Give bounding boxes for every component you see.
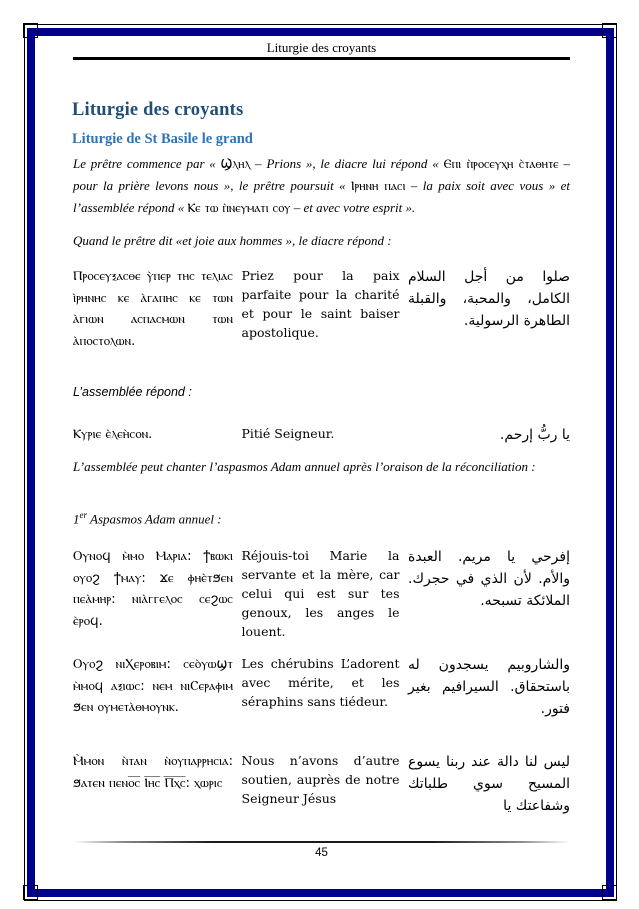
rubric-when-priest: Quand le prêtre dit «et joie aux hommes », le diacre répond : xyxy=(73,233,392,248)
rubric-aspasmos-title xyxy=(73,510,570,527)
intro-coptic-irini-pasi: Ⲓⲣⲏⲛⲏ ⲡⲁⲥⲓ xyxy=(351,178,406,193)
arabic-text: يا ربُّ إرحم. xyxy=(499,427,570,443)
liturgy-row-cherubim xyxy=(73,654,570,720)
rubric-assembly-responds: L’assemblée répond : xyxy=(73,385,192,399)
intro-text-1: Le prêtre commence par « xyxy=(73,156,221,171)
border-corner-ornament-bottom-left xyxy=(23,885,38,900)
french-text: Priez pour la paix parfaite pour la charité et pour le saint baiser apostolique. xyxy=(241,268,400,340)
border-corner-ornament-top-right xyxy=(602,23,617,38)
intro-text-3: – pour la prière levons nous », le prêtre poursuit « xyxy=(73,156,571,193)
arabic-text: والشاروبيم يسجدون له باستحقاق. السيرافيم بغير فتور. xyxy=(408,657,570,717)
footer-rule xyxy=(73,841,570,843)
coptic-text: Ⲟⲩⲛⲟϥ ⲙ̀ⲙⲟ Ⲙⲁⲣⲓⲁ: ϯⲃⲱⲕⲓ ⲟⲩⲟϩ ϯⲙⲁⲩ: ϫⲉ ⲫⲏⲉ̀ⲧϧⲉⲛ ⲡⲉⲁ̀ⲙⲏⲣ: ⲛⲓⲁ̀ⲅⲅⲉⲗⲟⲥ ⲥⲉϩⲱⲥ ⲉ̀ⲣⲟϥ. xyxy=(73,549,233,629)
arabic-text: صلوا من أجل السلام الكامل، والمحبة، والقبلة الطاهرة الرسولية. xyxy=(408,269,570,329)
liturgy-row-mmon-ntan xyxy=(73,751,570,817)
border-corner-ornament-top-left xyxy=(23,23,38,38)
coptic-text: Ⲡⲣⲟⲥⲉⲩⲝⲁⲥⲑⲉ ⲩ̀ⲡⲉⲣ ⲧⲏⲥ ⲧⲉⲗⲓⲁⲥ ⲓ̀ⲣⲏⲛⲏⲥ ⲕⲉ ⲁ̀ⲅⲁⲡⲏⲥ ⲕⲉ ⲧⲱⲛ ⲁ̀ⲅⲓⲱⲛ ⲁⲥⲡⲁⲥⲙⲱⲛ ⲧⲱⲛ ⲁ̀ⲡⲟⲥⲧⲟⲗⲱⲛ. xyxy=(73,269,233,349)
border-corner-ornament-bottom-right xyxy=(602,885,617,900)
french-text: Réjouis-toi Marie la servante et la mère, car celui qui est sur tes genoux, les anges le louent. xyxy=(241,548,400,639)
intro-coptic-shlel: Ϣ̀ⲗⲏⲗ xyxy=(220,156,251,171)
intro-text-4: – la paix soit avec vous » et l’assemblée répond « xyxy=(73,178,570,215)
french-text: Pitié Seigneur. xyxy=(241,426,335,441)
arabic-text: ليس لنا دالة عند ربنا يسوع المسيح سوي طلباتك وشفاعتك يا xyxy=(408,754,570,814)
aspasmos-ordinal-suffix: er xyxy=(79,510,87,520)
page-title: Liturgie des croyants xyxy=(72,100,244,120)
arabic-text: إفرحي يا مريم. العبدة والأم. لأن الذي في حجرك. الملائكة تسبحه. xyxy=(408,549,570,609)
header-rule xyxy=(73,57,570,60)
coptic-text: Ⲙ̀ⲙⲟⲛ ⲛ̀ⲧⲁⲛ ⲛ̀ⲟⲩⲡⲁⲣⲣⲏⲥⲓⲁ: ϧⲁⲧⲉⲛ ⲡⲉⲛⲟ̅ⲥ̅ Ⲓ̅ⲏ̅ⲥ̅ Ⲡ̅ⲭ̅ⲥ̅: ⲭⲱⲣⲓⲥ xyxy=(73,754,233,791)
coptic-text: Ⲕⲩⲣⲓⲉ ⲉ̀ⲗⲉⲏ̀ⲥⲟⲛ. xyxy=(73,427,153,442)
running-header: Liturgie des croyants xyxy=(266,40,377,55)
intro-coptic-ke-to-pnevmati: Ⲕⲉ ⲧⲱ ⲡ̀ⲛⲉⲩⲙⲁⲧⲓ ⲥⲟⲩ xyxy=(187,200,291,215)
page-number: 45 xyxy=(315,847,328,859)
liturgy-row-kyrie-eleison xyxy=(73,424,570,446)
intro-text-2: – Prions », le diacre lui répond « xyxy=(250,156,444,171)
rubric-assembly-chant: L’assemblée peut chanter l’aspasmos Adam annuel après l’oraison de la réconciliation : xyxy=(73,459,536,474)
coptic-text: Ⲟⲩⲟϩ ⲛⲓⲬⲉⲣⲟⲃⲓⲙ: ⲥⲉⲟ̀ⲩⲱϣⲧ ⲙ̀ⲙⲟϥ ⲁⲝⲓⲱⲥ: ⲛⲉⲙ ⲛⲓⲤⲉⲣⲁⲫⲓⲙ ϧⲉⲛ ⲟⲩⲙⲉⲧⲁ̀ⲑⲙⲟⲩⲛⲕ. xyxy=(73,657,233,715)
french-text: Nous n’avons d’autre soutien, auprès de notre Seigneur Jésus xyxy=(241,753,400,806)
intro-text-5: – et avec votre esprit ». xyxy=(290,200,416,215)
aspasmos-label: Aspasmos Adam annuel : xyxy=(87,511,222,527)
intro-coptic-epi-prosevki: Ⲉⲡⲓ ⲡ̀ⲣⲟⲥⲉⲩⲭⲏ ⲥ̀ⲧⲁⲑⲏⲧⲉ xyxy=(443,156,559,171)
liturgy-row-proseuxasthe xyxy=(73,266,570,352)
liturgy-row-ounof-mmo-maria xyxy=(73,546,570,641)
aspasmos-number: 1 xyxy=(73,511,80,527)
section-subtitle: Liturgie de St Basile le grand xyxy=(72,131,253,147)
french-text: Les chérubins L’adorent avec mérite, et les séraphins sans tiédeur. xyxy=(241,656,400,709)
intro-rubric-paragraph xyxy=(73,153,570,219)
